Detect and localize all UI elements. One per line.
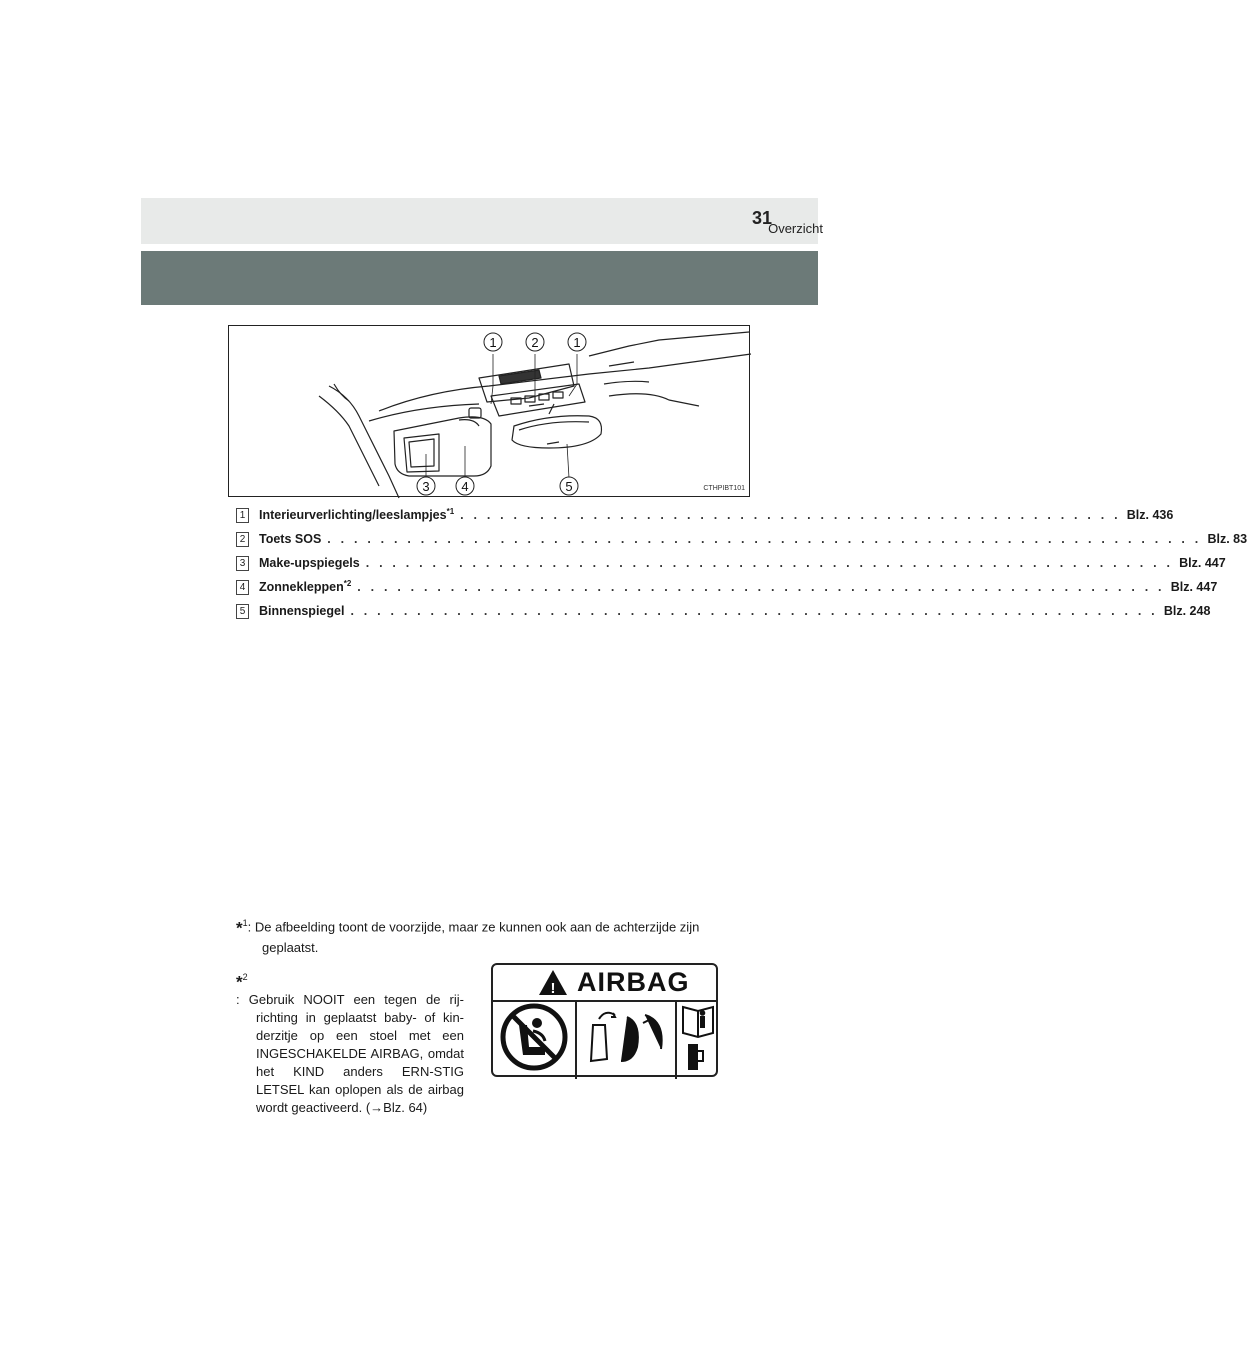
legend-label: Zonnekleppen [259, 580, 344, 594]
page-reference[interactable]: Blz. 436 [1126, 508, 1174, 522]
legend-item-rearview-mirror [236, 599, 1211, 623]
footnote-text-continued: geplaatst. [262, 940, 319, 956]
legend-label: Interieurverlichting/leeslampjes [259, 508, 447, 522]
no-child-seat-icon [503, 1006, 565, 1068]
page-reference[interactable]: Blz. 248 [1163, 604, 1211, 618]
svg-text:5: 5 [565, 479, 573, 494]
section-title: Overzicht [768, 221, 823, 236]
legend-number: 4 [236, 580, 249, 595]
airbag-title: AIRBAG [577, 967, 690, 997]
svg-text:3: 3 [422, 479, 430, 494]
callout-2 [526, 333, 544, 351]
page-reference[interactable]: Blz. 447 [1179, 556, 1226, 570]
leader-dots: . . . . . . . . . . . . . . . . . . . . . . . . . . . . . . . . . . . . . . . . . . . . . . . . . . . . . . . . . . . . . [357, 580, 1165, 594]
footnote-text: : Gebruik NOOIT een tegen de rij-richting in geplaatst baby- of kin-derzitje op een stoel met een INGESCHAKELDE AIRBAG, omdat het KIND anders ERN-STIG LETSEL kan oplopen als de airbag wordt geactiveerd. (→Blz. 64) [236, 992, 464, 1116]
footnote-1 [236, 913, 734, 958]
callout-5 [560, 477, 578, 495]
legend-list [236, 503, 1247, 623]
footnote-star: * [236, 972, 243, 992]
page-header [141, 198, 823, 244]
warning-triangle-icon [539, 970, 567, 997]
legend-item-interior-lights [236, 503, 1174, 527]
svg-text:4: 4 [461, 479, 469, 494]
legend-label: Make-upspiegels [259, 556, 360, 570]
footnote-mark: *2 [343, 578, 352, 588]
roof-console-drawing [229, 326, 751, 498]
leader-dots: . . . . . . . . . . . . . . . . . . . . . . . . . . . . . . . . . . . . . . . . . . . . . . . . . . . . . . . . . . . . . . . . . . [327, 532, 1202, 546]
footnote-text: : De afbeelding toont de voorzijde, maar ze kunnen ook aan de achterzijde zijn [247, 919, 700, 935]
svg-text:!: ! [550, 980, 556, 997]
legend-label: Toets SOS [259, 532, 322, 546]
figure-code: CTHPIBT101 [703, 485, 745, 492]
page-reference[interactable]: Blz. 83 [1207, 532, 1247, 546]
airbag-pictograms [493, 965, 720, 1079]
legend-number: 5 [236, 604, 249, 619]
page-reference[interactable]: Blz. 447 [1170, 580, 1218, 594]
callout-3 [417, 477, 435, 495]
legend-item-sos-button [236, 527, 1247, 551]
leader-dots: . . . . . . . . . . . . . . . . . . . . . . . . . . . . . . . . . . . . . . . . . . . . . . . . . . . . . . . . . . . . . [350, 604, 1158, 618]
footnote-star: * [236, 918, 243, 938]
svg-text:1: 1 [489, 335, 497, 350]
svg-text:1: 1 [573, 335, 581, 350]
footnote-number: 2 [242, 972, 248, 982]
legend-number: 3 [236, 556, 249, 571]
legend-item-sun-visors [236, 575, 1218, 599]
airbag-deploy-icon [591, 1013, 662, 1061]
callout-1-left [484, 333, 502, 351]
leader-dots: . . . . . . . . . . . . . . . . . . . . . . . . . . . . . . . . . . . . . . . . . . . . . . . . . . [460, 508, 1121, 522]
footnote-mark: *1 [446, 506, 455, 516]
legend-item-vanity-mirrors [236, 551, 1226, 575]
leader-dots: . . . . . . . . . . . . . . . . . . . . . . . . . . . . . . . . . . . . . . . . . . . . . . . . . . . . . . . . . . . . . [365, 556, 1174, 570]
legend-number: 1 [236, 508, 249, 523]
footnote-2 [236, 968, 464, 1117]
header-band [141, 251, 818, 305]
page-number: 31 [751, 208, 772, 228]
airbag-warning-label [491, 963, 718, 1077]
callout-4 [456, 477, 474, 495]
callout-1-right [568, 333, 586, 351]
read-manual-icon [683, 1007, 713, 1069]
legend-label: Binnenspiegel [259, 604, 345, 618]
svg-text:2: 2 [531, 335, 539, 350]
legend-number: 2 [236, 532, 249, 547]
footnote-number: 1 [242, 918, 248, 928]
interior-illustration [228, 325, 750, 497]
